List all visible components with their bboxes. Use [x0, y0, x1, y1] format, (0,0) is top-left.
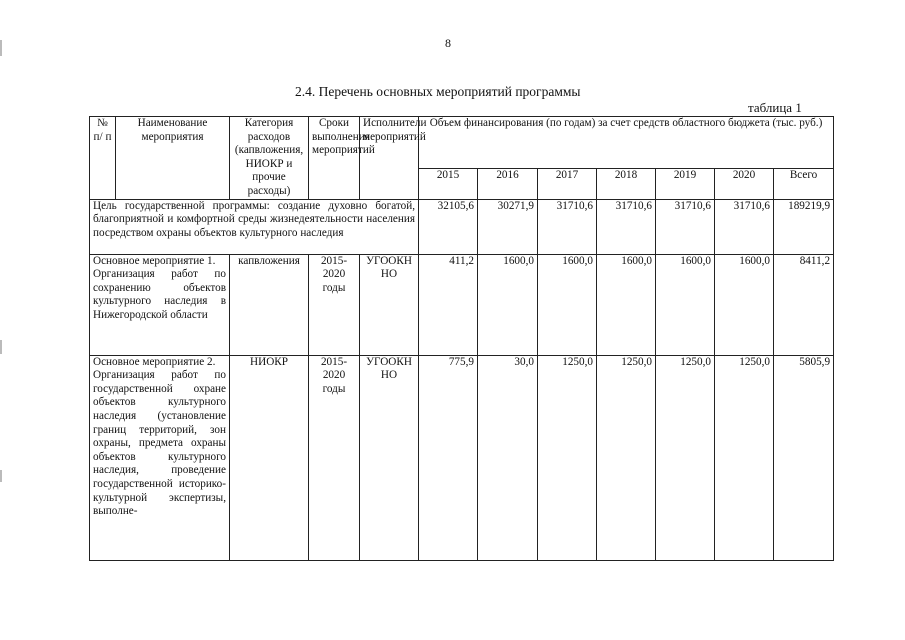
measure-value: 1250,0: [715, 355, 774, 560]
measures-table: [89, 116, 834, 561]
measure-terms: 2015-2020 годы: [309, 254, 360, 355]
measure-value: 411,2: [419, 254, 478, 355]
measure-value: 1600,0: [656, 254, 715, 355]
year-header: 2020: [715, 168, 774, 199]
scan-edge-mark: [0, 340, 2, 354]
goal-value-total: 189219,9: [774, 199, 834, 254]
measure-category: НИОКР: [230, 355, 309, 560]
measure-terms: 2015-2020 годы: [309, 355, 360, 560]
measure-executor: УГООКН НО: [360, 355, 419, 560]
goal-value: 31710,6: [597, 199, 656, 254]
measure-category: капвложения: [230, 254, 309, 355]
page-number: 8: [445, 36, 451, 50]
measure-row: [90, 254, 834, 355]
measure-value: 1250,0: [656, 355, 715, 560]
section-title: 2.4. Перечень основных мероприятий программы: [295, 84, 581, 99]
measure-value-total: 8411,2: [774, 254, 834, 355]
year-header: 2019: [656, 168, 715, 199]
year-header: 2015: [419, 168, 478, 199]
goal-value: 30271,9: [478, 199, 538, 254]
goal-row: [90, 199, 834, 254]
col-header-executor: Исполнители мероприятий: [360, 117, 419, 200]
measure-value: 1250,0: [597, 355, 656, 560]
col-header-category: Категория расходов (капвложения, НИОКР и прочие расходы): [230, 117, 309, 200]
measure-value: 775,9: [419, 355, 478, 560]
measure-executor: УГООКН НО: [360, 254, 419, 355]
year-header: 2016: [478, 168, 538, 199]
measure-value: 1600,0: [478, 254, 538, 355]
goal-value: 31710,6: [656, 199, 715, 254]
measure-name-cell: [90, 355, 230, 560]
measure-title: Основное мероприятие 1.: [93, 254, 216, 267]
measure-description: Организация работ по государственной охране объектов культурного наследия (установление границ территорий, зон охраны, предмета охраны объектов культурного наследия, проведение государственной историко-культурной экспертизы, выполне-: [93, 369, 226, 518]
col-header-number: № п/ п: [90, 117, 116, 200]
scan-edge-mark: [0, 40, 2, 56]
goal-value: 31710,6: [538, 199, 597, 254]
measure-value: 1600,0: [715, 254, 774, 355]
measure-value-total: 5805,9: [774, 355, 834, 560]
header-row: [90, 117, 834, 169]
scan-edge-mark: [0, 470, 2, 482]
measure-value: 1250,0: [538, 355, 597, 560]
measure-value: 1600,0: [538, 254, 597, 355]
measure-name-cell: [90, 254, 230, 355]
measure-title: Основное мероприятие 2.: [93, 355, 216, 368]
table-label: таблица 1: [748, 100, 802, 115]
year-header: 2018: [597, 168, 656, 199]
measure-row: [90, 355, 834, 560]
measure-value: 30,0: [478, 355, 538, 560]
col-header-terms: Сроки выполнения мероприятий: [309, 117, 360, 200]
col-header-financing: Объем финансирования (по годам) за счет средств областного бюджета (тыс. руб.): [419, 117, 834, 169]
measure-value: 1600,0: [597, 254, 656, 355]
goal-value: 31710,6: [715, 199, 774, 254]
col-header-name: Наименование мероприятия: [116, 117, 230, 200]
measure-description: Организация работ по сохранению объектов культурного наследия в Нижегородской области: [93, 268, 226, 321]
goal-text: Цель государственной программы: создание духовно богатой, благоприятной и комфортной среды жизнедеятельности населения посредством охраны объектов культурного наследия: [90, 199, 419, 254]
goal-value: 32105,6: [419, 199, 478, 254]
year-header: 2017: [538, 168, 597, 199]
year-header-total: Всего: [774, 168, 834, 199]
